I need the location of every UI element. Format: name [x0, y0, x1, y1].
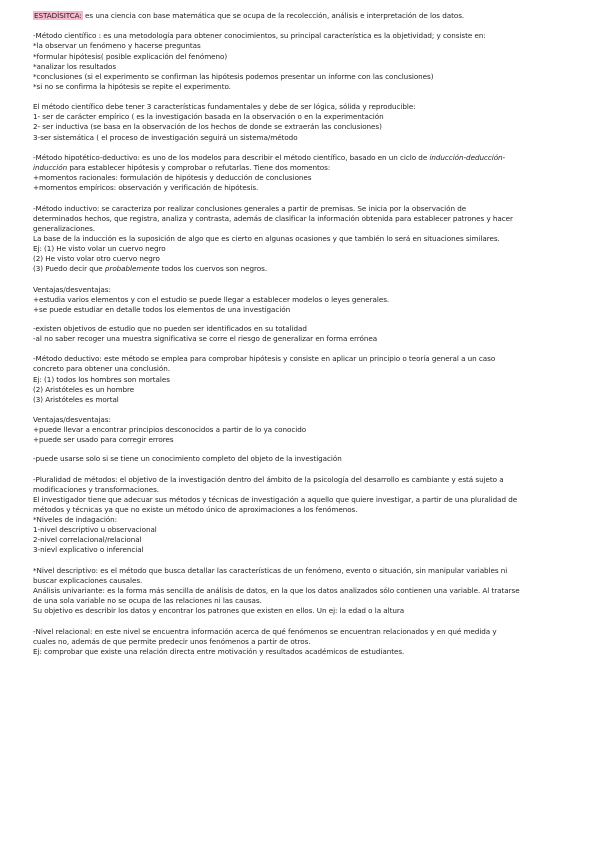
text-line: El método científico debe tener 3 características fundamentales y debe de ser lógica, sólida y reproducible: — [33, 102, 416, 112]
section-hipotetico-deductivo — [33, 153, 570, 193]
text-line: métodos y técnicas ya que no existe un método único de aproximaciones a los fenómenos. — [33, 505, 358, 515]
text-line: -Método deductivo: este método se emplea para comprobar hipótesis y consiste en aplicar un principio o teoría general a un caso — [33, 354, 496, 364]
text-line: *analizar los resultados — [33, 61, 117, 71]
text-line: *si no se confirma la hipótesis se repite el experimento. — [33, 81, 231, 91]
text-line: modificaciones y transformaciones. — [33, 484, 160, 494]
text-line: *formular hipótesis( posible explicación del fenómeno) — [33, 51, 228, 61]
section-title: Ventajas/desventajas: — [33, 415, 111, 425]
text-line: -puede usarse solo si se tiene un conocimiento completo del objeto de la investigación — [33, 454, 342, 464]
text-line: 2-nivel correlacional/relacional — [33, 535, 142, 545]
text-line: +estudia varios elementos y con el estudio se puede llegar a establecer modelos o leyes generales. — [33, 294, 390, 304]
text-line: +puede llevar a encontrar principios desconocidos a partir de lo ya conocido — [33, 425, 307, 435]
text-line: (3) Aristóteles es mortal — [33, 394, 119, 404]
text-line: *la observar un fenómeno y hacerse preguntas — [33, 41, 201, 51]
text-line: *Nivel descriptivo: es el método que busca detallar las características de un fenómeno, evento o situación, sin manipular variables ni — [33, 565, 508, 575]
text-line: concreto para obtener una conclusión. — [33, 364, 170, 374]
text-span: todos los cuervos son negros. — [159, 264, 268, 274]
section-ventajas-inductivo — [33, 285, 570, 344]
text-line — [33, 264, 570, 274]
text-span: -Método hipotético-deductivo: es uno de los modelos para describir el método científico, basado en un ciclo de — [33, 152, 430, 162]
text-line: -existen objetivos de estudio que no pueden ser identificados en su totalidad — [33, 323, 307, 333]
text-line: El investigador tiene que adecuar sus métodos y técnicas de investigación a aquello que quiere investigar, a partir de una pluralidad de — [33, 494, 518, 504]
text-line: (2) He visto volar otro cuervo negro — [33, 254, 160, 264]
intro-text: es una ciencia con base matemática que se ocupa de la recolección, análisis e interpretación de los datos. — [82, 11, 465, 20]
text-line: +se puede estudiar en detalle todos los elementos de una investigación — [33, 304, 291, 314]
text-line: -Nivel relacional: en este nivel se encuentra información acerca de qué fenómenos se encuentran relacionados y en qué medida y — [33, 626, 497, 636]
text-line: cuales no, además de que permite predecir unos fenómenos a partir de otros. — [33, 636, 311, 646]
text-line: +momentos empíricos: observación y verificación de hipótesis. — [33, 183, 259, 193]
highlighted-term: ESTADÍSITCA: — [34, 11, 82, 20]
text-line: (2) Aristóteles es un hombre — [33, 384, 135, 394]
text-line: La base de la inducción es la suposición de algo que es cierto en algunas ocasiones y que también lo será en situaciones similares. — [33, 233, 500, 243]
italic-span: inducción-deducción- — [429, 152, 506, 162]
section-metodo-cientifico — [33, 31, 570, 92]
intro-line — [33, 11, 570, 21]
text-line: 1-nivel descriptivo u observacional — [33, 525, 157, 535]
text-line: Su objetivo es describir los datos y encontrar los patrones que existen en ellos. Un ej: la edad o la altura — [33, 606, 405, 616]
section-caracteristicas — [33, 102, 570, 142]
section-deductivo — [33, 354, 570, 404]
text-span: (3) Puedo decir que — [33, 264, 105, 274]
text-line: -al no saber recoger una muestra significativa se corre el riesgo de generalizar en forma errónea — [33, 333, 378, 343]
section-ventajas-deductivo — [33, 415, 570, 464]
text-line: Ej: (1) He visto volar un cuervo negro — [33, 243, 166, 253]
text-line: 3-ser sistemática ( el proceso de investigación seguirá un sistema/método — [33, 132, 298, 142]
text-line: generalizaciones. — [33, 223, 95, 233]
text-line: determinados hechos, que registra, analiza y contrasta, además de clasificar la información obtenida para establecer patrones y hacer — [33, 213, 513, 223]
text-line: buscar explicaciones causales. — [33, 575, 143, 585]
section-inductivo — [33, 204, 570, 275]
text-line: +momentos racionales: formulación de hipótesis y deducción de conclusiones — [33, 173, 312, 183]
section-nivel-relacional — [33, 627, 570, 657]
section-pluralidad — [33, 475, 570, 556]
text-line: -Pluralidad de métodos: el objetivo de la investigación dentro del ámbito de la psicología del desarrollo es cambiante y está sujeto a — [33, 474, 504, 484]
text-span: para establecer hipótesis y comprobar o refutarlas. Tiene dos momentos: — [67, 163, 331, 173]
text-line: de una sola variable no se ocupa de las relaciones ni las causas. — [33, 596, 262, 606]
italic-span: probablemente — [104, 264, 160, 274]
text-line — [33, 163, 570, 173]
text-line — [33, 153, 570, 163]
text-line: Ej: (1) todos los hombres son mortales — [33, 374, 170, 384]
text-line: *conclusiones (si el experimento se confirman las hipótesis podemos presentar un informe con las conclusiones) — [33, 71, 434, 81]
text-line: -Método científico : es una metodología para obtener conocimientos, su principal característica es la objetividad; y consiste en: — [33, 31, 486, 41]
text-line: Ej: comprobar que existe una relación directa entre motivación y resultados académicos de estudiantes. — [33, 646, 405, 656]
section-nivel-descriptivo — [33, 566, 570, 616]
text-line: 3-nievl explicativo o inferencial — [33, 545, 144, 555]
section-title: Ventajas/desventajas: — [33, 284, 111, 294]
text-line: +puede ser usado para corregir errores — [33, 435, 174, 445]
text-line: *Niveles de indagación: — [33, 515, 118, 525]
text-line: -Método inductivo: se caracteriza por realizar conclusiones generales a partir de premisas. Se inicia por la observación de — [33, 203, 467, 213]
text-line: 1- ser de carácter empírico ( es la investigación basada en la observación o en la experimentación — [33, 112, 384, 122]
text-line: Análisis univariante: es la forma más sencilla de análisis de datos, en la que los datos analizados sólo contienen una variable. Al tratarse — [33, 585, 520, 595]
italic-span: inducción — [33, 163, 68, 173]
text-line: 2- ser inductiva (se basa en la observación de los hechos de donde se extraerán las conclusiones) — [33, 122, 382, 132]
